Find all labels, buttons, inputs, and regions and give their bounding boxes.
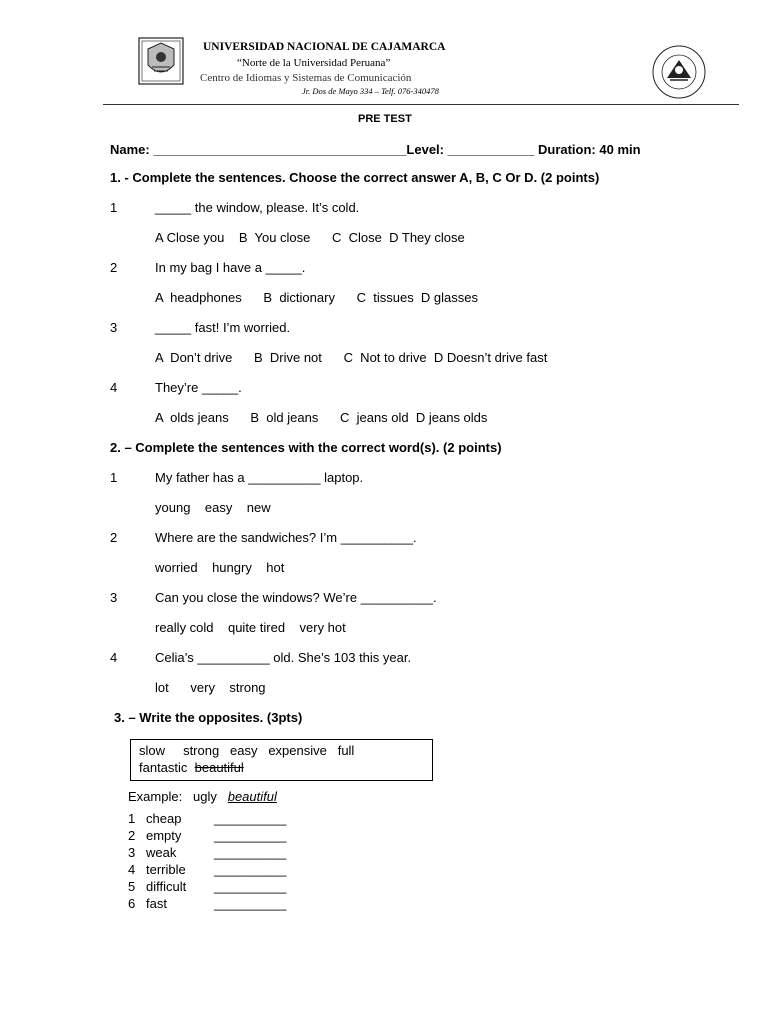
name-blank: ___________________________________ — [153, 142, 407, 157]
s3-item1-word: cheap — [146, 811, 182, 826]
duration-label: Duration: 40 min — [534, 142, 641, 157]
level-blank: ____________ — [447, 142, 535, 157]
example-answer: beautiful — [227, 789, 277, 804]
s3-item5-blank: __________ — [214, 879, 287, 894]
university-motto: “Norte de la Universidad Peruana” — [237, 57, 391, 69]
s2-item4-options: lot very strong — [155, 680, 266, 695]
header-divider — [103, 104, 739, 105]
s2-item3-options: really cold quite tired very hot — [155, 620, 346, 635]
s1-item3-options: A Don’t drive B Drive not C Not to drive D Doesn’t drive fast — [155, 350, 548, 365]
s3-item3-number: 3 — [128, 845, 136, 860]
example-label: Example: ugly — [128, 789, 228, 804]
s2-item2-question: Where are the sandwiches? I’m __________. — [155, 530, 417, 545]
s3-item1-blank: __________ — [214, 811, 287, 826]
s3-item4-word: terrible — [146, 862, 186, 877]
s1-item4-options: A olds jeans B old jeans C jeans old D jeans olds — [155, 410, 488, 425]
s3-item1-number: 1 — [128, 811, 136, 826]
s1-item1-options: A Close you B You close C Close D They close — [155, 230, 465, 245]
s3-item4-number: 4 — [128, 862, 136, 877]
page-title: PRE TEST — [358, 113, 412, 125]
s2-item2-options: worried hungry hot — [155, 560, 285, 575]
word-bank-line-1: slow strong easy expensive full — [139, 743, 355, 758]
word-bank-fantastic: fantastic — [139, 760, 195, 775]
s2-item1-options: young easy new — [155, 500, 271, 515]
s1-item2-options: A headphones B dictionary C tissues D glasses — [155, 290, 478, 305]
s3-item2-word: empty — [146, 828, 182, 843]
s3-item6-word: fast — [146, 896, 167, 911]
s3-item5-number: 5 — [128, 879, 136, 894]
level-label: Level: — [406, 142, 448, 157]
s1-item2-number: 2 — [110, 260, 118, 275]
s1-item4-question: They’re _____. — [155, 380, 242, 395]
s2-item2-number: 2 — [110, 530, 118, 545]
s2-item4-question: Celia’s __________ old. She’s 103 this year. — [155, 650, 412, 665]
word-bank-line-2 — [139, 760, 244, 775]
university-crest-logo — [138, 37, 184, 85]
student-info-line — [110, 142, 641, 157]
s3-item4-blank: __________ — [214, 862, 287, 877]
s2-item4-number: 4 — [110, 650, 118, 665]
s2-item1-question: My father has a __________ laptop. — [155, 470, 364, 485]
name-label: Name: — [110, 142, 154, 157]
s1-item3-number: 3 — [110, 320, 118, 335]
s2-item3-question: Can you close the windows? We’re __________. — [155, 590, 437, 605]
s3-item2-number: 2 — [128, 828, 136, 843]
s1-item2-question: In my bag I have a _____. — [155, 260, 306, 275]
word-bank-beautiful-crossed: beautiful — [194, 760, 244, 775]
s1-item3-question: _____ fast! I’m worried. — [155, 320, 291, 335]
university-name: UNIVERSIDAD NACIONAL DE CAJAMARCA — [203, 41, 446, 53]
s3-item5-word: difficult — [146, 879, 187, 894]
s1-item4-number: 4 — [110, 380, 118, 395]
example-line — [128, 789, 277, 804]
s2-item3-number: 3 — [110, 590, 118, 605]
address-line: Jr. Dos de Mayo 334 – Telf. 076-340478 — [302, 86, 439, 96]
section1-heading: 1. - Complete the sentences. Choose the correct answer A, B, C Or D. (2 points) — [110, 170, 600, 185]
s3-item6-blank: __________ — [214, 896, 287, 911]
section3-heading: 3. – Write the opposites. (3pts) — [114, 710, 303, 725]
s1-item1-question: _____ the window, please. It’s cold. — [155, 200, 360, 215]
section2-heading: 2. – Complete the sentences with the correct word(s). (2 points) — [110, 440, 502, 455]
s1-item1-number: 1 — [110, 200, 118, 215]
language-center-name: Centro de Idiomas y Sistemas de Comunicación — [200, 72, 412, 84]
language-center-seal-logo — [648, 44, 710, 100]
s3-item2-blank: __________ — [214, 828, 287, 843]
s3-item3-blank: __________ — [214, 845, 287, 860]
word-bank-box — [130, 739, 433, 781]
s3-item3-word: weak — [146, 845, 177, 860]
s3-item6-number: 6 — [128, 896, 136, 911]
s2-item1-number: 1 — [110, 470, 118, 485]
